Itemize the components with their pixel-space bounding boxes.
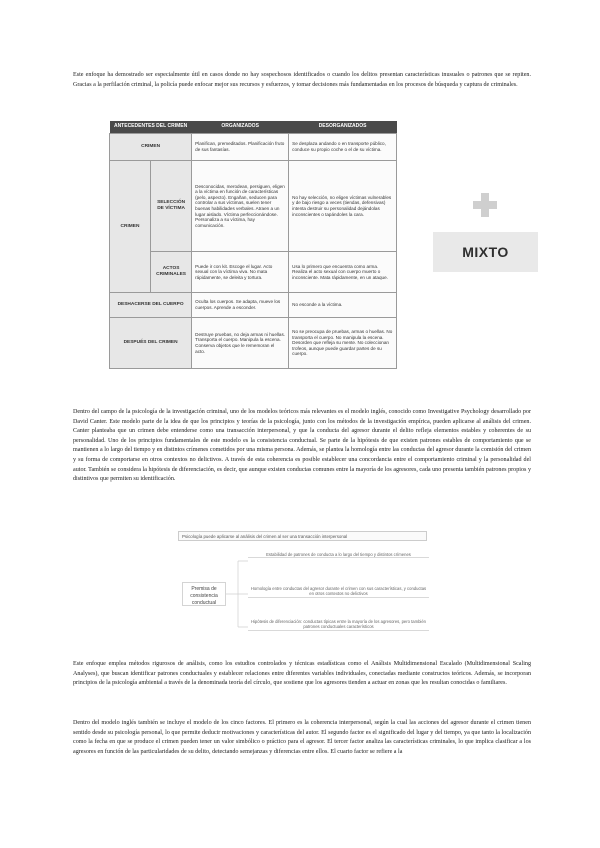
diagram-node: Hipótesis de diferenciación: conductas típicas entre la mayoría de los agresores, pero también patrones conductuales característicos xyxy=(248,619,429,631)
cell-organizados: Planifican, premeditados. Planificación fruto de sus fantasías. xyxy=(192,134,289,161)
table-row xyxy=(110,134,397,161)
diagram-node: Homología entre conductas del agresor durante el crimen con sus características, y conductas en otros contextos no delictivos xyxy=(248,586,429,598)
cell-desorganizados: Se desplaza andando o en transporte público, conduce su propio coche o el de su víctima. xyxy=(289,134,397,161)
cell-organizados: Desconocidas, merodean, persiguen, eligen a la víctima en función de características (pelo, aspecto). Engañan, seducen para controlar a sus víctimas, suelen tener buenas habilidades verbales. Atraen a un lugar aislado. Víctima perfeccionándose. Personaliza a su víctima, hay comunicación. xyxy=(192,161,289,252)
five-factor-paragraph: Dentro del modelo inglés también se incluye el modelo de los cinco factores. El primero es la coherencia interpersonal, según la cual las acciones del agresor durante el crimen tienen sentido desde su psicología personal, lo que permite deducir motivaciones y características del autor. El segundo factor es el significado del lugar y del tiempo, ya que tanto la localización como la fecha en que se produce el crimen pueden tener un valor simbólico o práctico para el agresor. El tercer factor analiza las características criminales, lo que implica clasificar a los agresores en función de las particularidades de su delito, detectando semejanzas y diferencias entre ellos. El cuarto factor se refiere a la xyxy=(73,720,531,755)
table-row xyxy=(110,161,397,252)
table-row xyxy=(110,318,397,369)
plus-icon xyxy=(473,193,497,217)
header-antecedentes: ANTECEDENTES DEL CRIMEN xyxy=(110,121,192,134)
offender-comparison-table xyxy=(109,121,397,369)
intro-paragraph: Este enfoque ha demostrado ser especialmente útil en casos donde no hay sospechosos identificados o cuando los delitos presentan características inusuales o patrones que se repiten. Gracias a la perfilación criminal, la policía puede enfocar mejor sus recursos y esfuerzos, y tomar decisiones más fundamentadas en los procesos de búsqueda y captura de criminales. xyxy=(73,72,531,88)
cell-desorganizados: No hay selección, no eligen víctimas vulnerables y de bajo riesgo a veces (tiendas, defensivas) intenta destruir su personalidad dejándolas inconscientes o tapándoles la cara. xyxy=(289,161,397,252)
diagram-root-node: Premisa de consistencia conductual xyxy=(182,582,226,606)
row-group-label: CRIMEN xyxy=(110,161,151,293)
mixto-label: MIXTO xyxy=(462,244,509,260)
header-desorganizados: DESORGANIZADOS xyxy=(289,121,397,134)
header-organizados: ORGANIZADOS xyxy=(192,121,289,134)
row-label: CRIMEN xyxy=(110,134,192,161)
table-row xyxy=(110,293,397,318)
mixto-box xyxy=(433,232,538,272)
cell-desorganizados: Usa lo primero que encuentra como arma. Realiza el acto sexual con cuerpo muerto o inconsciente. Mata rápidamente, en un ataque. xyxy=(289,252,397,293)
cell-desorganizados: No esconde a la víctima. xyxy=(289,293,397,318)
cell-organizados: Puede ir con kit. Escoge el lugar. Acto sexual con la víctima viva. No mata rápidamente, se deleita y tortura. xyxy=(192,252,289,293)
row-label: ACTOS CRIMINALES xyxy=(151,252,192,293)
cell-organizados: Oculta los cuerpos. Se adapta, mueve los cuerpos. Aprende a esconder. xyxy=(192,293,289,318)
model-paragraph: Dentro del campo de la psicología de la investigación criminal, uno de los modelos teóricos más relevantes es el modelo inglés, conocido como Investigative Psychology desarrollado por David Canter. Este modelo parte de la idea de que los principios y teorías de la psicología, junto con los métodos de la investigación empírica, pueden aplicarse al análisis del crimen. Canter planteaba que un crimen debe entenderse como una transacción interpersonal, y que la conducta del agresor durante el delito refleja elementos estables y coherentes de su personalidad. Uno de los principios fundamentales de este modelo es la consistencia conductual. Se parte de la hipótesis de que existen patrones estables de comportamiento que se mantienen a lo largo del tiempo y en distintos crímenes cometidos por una misma persona. Además, se plantea la homología entre las conductas del agresor durante la comisión del crimen y su forma de comportarse en otros contextos no delictivos. A través de esta coherencia es posible establecer una concordancia entre el comportamiento criminal y la personalidad del autor. También se considera la hipótesis de diferenciación, es decir, que aunque existen conductas comunes entre la mayoría de los agresores, cada uno presenta también patrones propios y distintivos que permiten su identificación. xyxy=(73,409,531,483)
methods-paragraph: Este enfoque emplea métodos rigurosos de análisis, como los estudios controlados y técnicas estadísticas como el Análisis Multidimensional Escalado (Multidimensional Scaling Analyses), que buscan identificar patrones conductuales y establecer relaciones entre diferentes variables individuales, conectadas mediante constructos teóricos. Además, se incorporan principios de la psicología ambiental a través de la denominada teoría del círculo, que sostiene que los agresores tienden a actuar en zonas que les resultan conocidas o familiares. xyxy=(73,661,531,687)
row-label: SELECCIÓN DE VÍCTIMA xyxy=(151,161,192,252)
cell-organizados: Destruye pruebas, no deja armas ni huellas. Transporta el cuerpo. Manipula la escena. Conserva objetos que le rememoran el acto. xyxy=(192,318,289,369)
cell-desorganizados: No se preocupa de pruebas, armas o huellas. No transporta el cuerpo. No manipula la escena. Desorden que refleja su mente. No coleccionan trofeos, aunque puede guardar partes de su cuerpo. xyxy=(289,318,397,369)
consistency-diagram xyxy=(178,531,429,640)
row-label: DESPUÉS DEL CRIMEN xyxy=(110,318,192,369)
table-header-row xyxy=(110,121,397,134)
diagram-header: Psicología puede aplicarse al análisis del crimen al ser una transacción interpersonal xyxy=(178,531,427,541)
table-row xyxy=(110,252,397,293)
diagram-node: Estabilidad de patrones de conducta a lo largo del tiempo y distintos crímenes xyxy=(248,552,429,558)
row-label: DESHACERSE DEL CUERPO xyxy=(110,293,192,318)
